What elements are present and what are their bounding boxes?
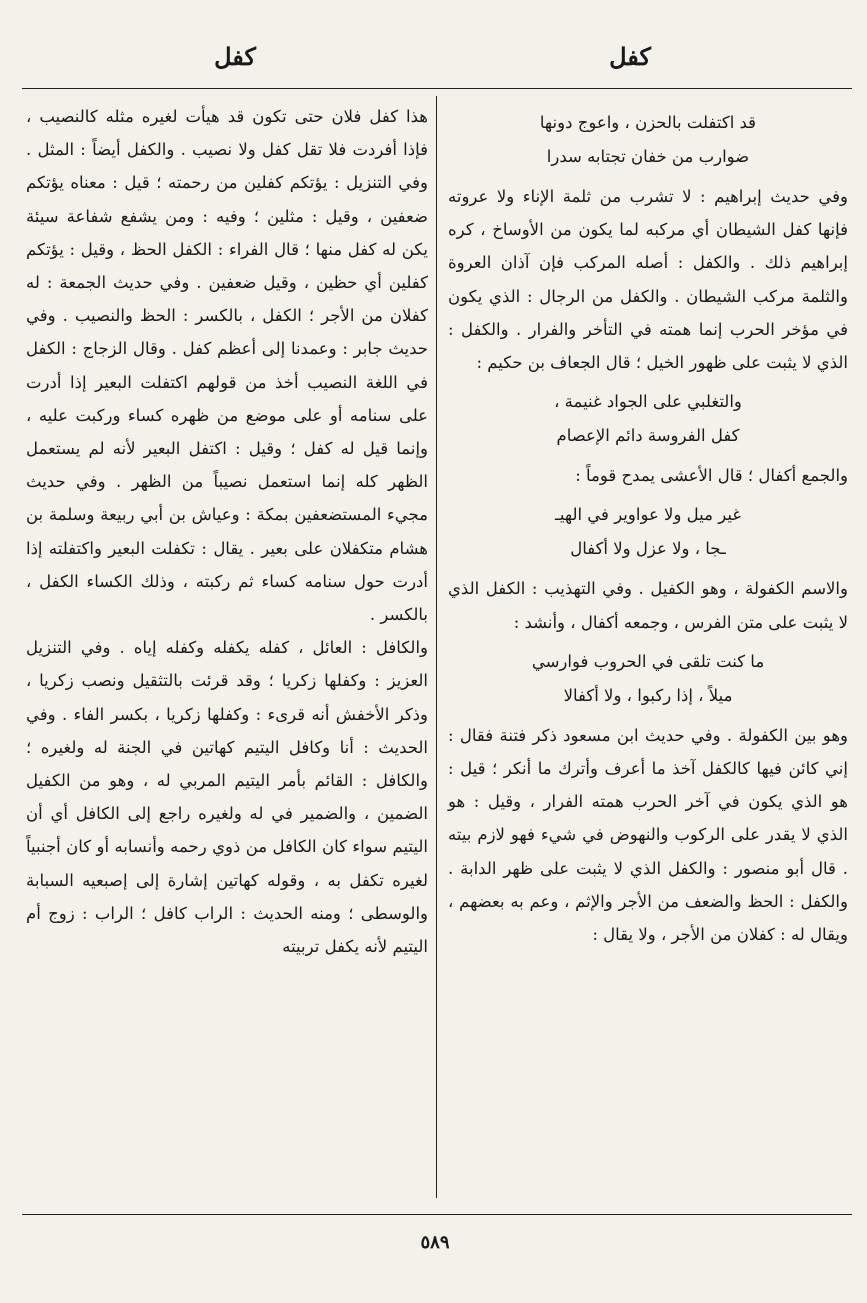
verse xyxy=(448,385,848,453)
header-word-left: كفل xyxy=(214,42,256,71)
verse-line: ميلاً ، إذا ركبوا ، ولا أكفالا xyxy=(563,685,733,705)
paragraph: والكافل : العائل ، كفله يكفله وكفله إياه . وفي التنزيل العزيز : وكفلها زكريا ؛ وقد قرئت بالتثقيل ونصب زكريا ، وذكر الأخفش أنه قرىء : وكفلها زكريا ، بكسر الفاء . وفي الحديث : أنا وكافل اليتيم كهاتين في الجنة له ولغيره ؛ والكافل : القائم بأمر اليتيم المربي له ، وهو من الكفيل الضمين ، والضمير في له ولغيره راجع إلى الكافل أي أن اليتيم سواء كان الكافل من ذوي رحمه وأنسابه أو كان أجنبياً لغيره تكفل به ، وقوله كهاتين إشارة إلى إصبعيه السبابة والوسطى ؛ ومنه الحديث : الراب كافل ؛ الراب : زوج أم اليتيم لأنه يكفل تربيته xyxy=(26,638,428,957)
verse xyxy=(448,106,848,174)
verse-line: ما كنت تلقى في الحروب فوارسي xyxy=(531,651,765,671)
paragraph: وهو بين الكفولة . وفي حديث ابن مسعود ذكر فتنة فقال : إني كائن فيها كالكفل آخذ ما أعرف وأترك ما أنكر ؛ قيل : هو الذي يكون في آخر الحرب همته الفرار ، وقيل : هو الذي لا يقدر على الركوب والنهوض في شيء فهو لازم بيته . قال أبو منصور : والكفل الذي لا يثبت على ظهر الدابة . والكفل : الحظ والضعف من الأجر والإثم ، وعم به بعضهم ، ويقال له : كفلان من الأجر ، ولا يقال : xyxy=(448,725,848,945)
verse-line: ـجا ، ولا عزل ولا أكفال xyxy=(570,539,726,559)
verse-line: والتغلبي على الجواد غنيمة ، xyxy=(554,392,742,412)
verse-line: كفل الفروسة دائم الإعصام xyxy=(556,426,740,446)
verse-line: قد اكتفلت بالحزن ، واعوج دونها xyxy=(539,113,757,132)
bottom-rule xyxy=(22,1214,852,1215)
verse-line: غير ميل ولا عواوير في الهيـ xyxy=(555,505,741,525)
verse xyxy=(448,645,848,713)
column-divider xyxy=(436,96,437,1198)
page-number: ٥٨٩ xyxy=(420,1232,450,1253)
paragraph: والاسم الكفولة ، وهو الكفيل . وفي التهذيب : الكفل الذي لا يثبت على متن الفرس ، وجمعه أكفال ، وأنشد : xyxy=(448,579,848,632)
verse xyxy=(448,498,848,566)
paragraph: والجمع أكفال ؛ قال الأعشى يمدح قوماً : xyxy=(575,466,848,486)
header-word-right: كفل xyxy=(609,42,651,71)
paragraph: هذا كفل فلان حتى تكون قد هيأت لغيره مثله كالنصيب ، فإذا أفردت فلا تقل كفل ولا نصيب . والكفل أيضاً : المثل . وفي التنزيل : يؤتكم كفلين من رحمته ؛ قيل : معناه يؤتكم ضعفين ، وقيل : مثلين ؛ وفيه : ومن يشفع شفاعة سيئة يكن له كفل منها ؛ قال الفراء : الكفل الحظ ، وقيل : يؤتكم كفلين أي حظين ، وقيل ضعفين . وفي حديث الجمعة : له كفلان من الأجر ؛ الكفل ، بالكسر : الحظ والنصيب . وفي حديث جابر : وعمدنا إلى أعظم كفل . وقال الزجاج : الكفل في اللغة النصيب أخذ من قولهم اكتفلت البعير إذا أدرت على سنامه أو على موضع من ظهره كساء وركبت عليه ، وإنما قيل له كفل ؛ وقيل : اكتفل البعير لأنه لم يستعمل الظهر كله إنما استعمل نصيباً من الظهر . وفي حديث مجيء المستضعفين بمكة : وعياش بن أبي ربيعة وسلمة بن هشام متكفلان على بعير . يقال : تكفلت البعير واكتفلته إذا أدرت حول سنامه كساء ثم ركبته ، وذلك الكساء الكفل ، بالكسر . xyxy=(26,107,428,625)
right-column xyxy=(448,100,848,951)
top-rule xyxy=(22,88,852,89)
verse-line: ضوارب من خفان تجتابه سدرا xyxy=(546,147,750,166)
paragraph: وفي حديث إبراهيم : لا تشرب من ثلمة الإناء ولا عروته فإنها كفل الشيطان أي مركبه لما يكون من الأوساخ ، كره إبراهيم ذلك . والكفل : أصله المركب فإن آذان العروة والثلمة مركب الشيطان . والكفل من الرجال : الذي يكون في مؤخر الحرب إنما همته في التأخر والفرار . والكفل : الذي لا يثبت على ظهور الخيل ؛ قال الجعاف بن حكيم : xyxy=(448,187,848,373)
left-column xyxy=(26,100,428,963)
